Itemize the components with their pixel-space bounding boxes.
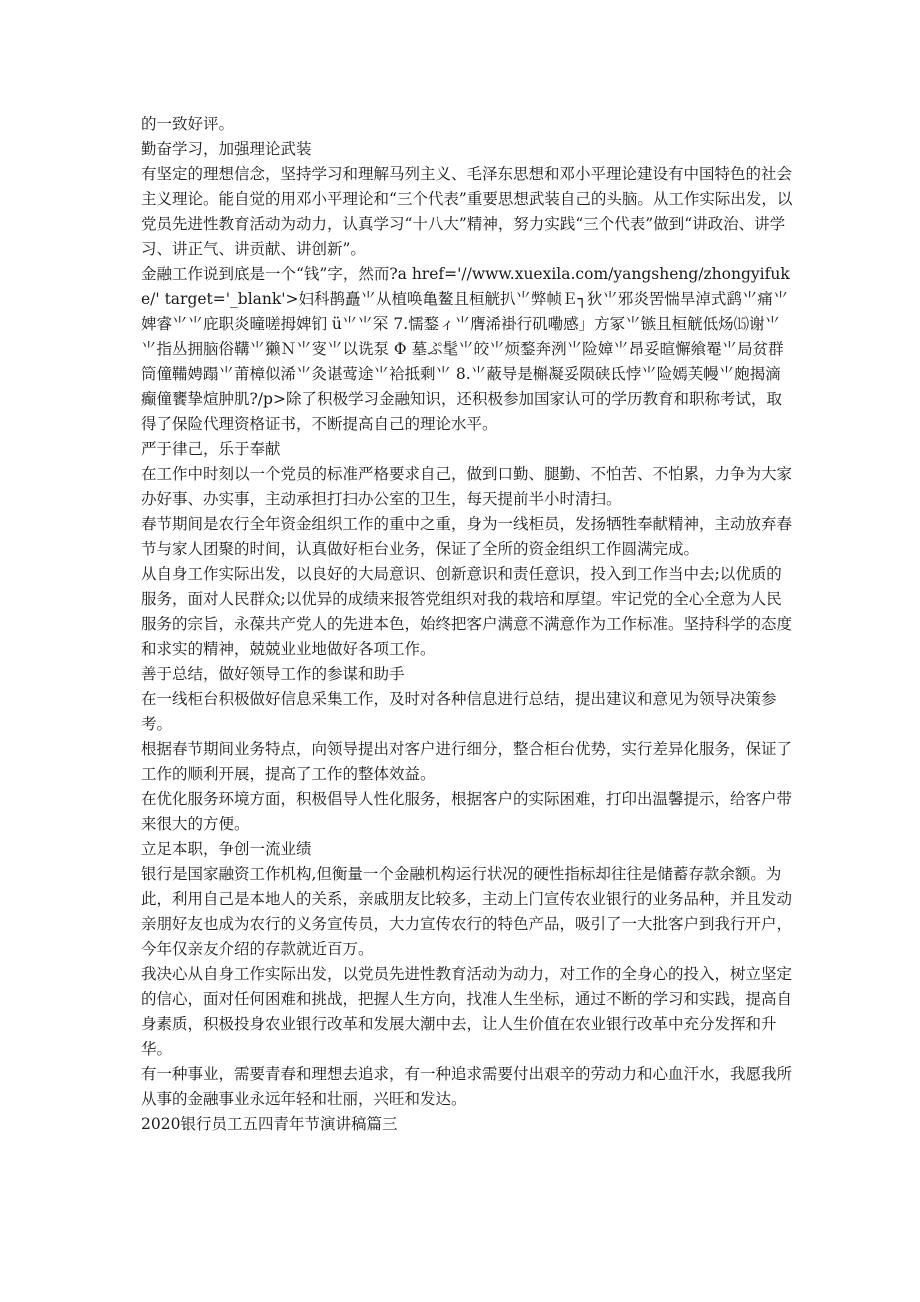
paragraph-service-environment: 在优化服务环境方面，积极倡导人性化服务，根据客户的实际困难，打印出温馨提示，给客户带来很大的方便。 [141,790,793,833]
next-article-title: 2020银行员工五四青年节演讲稿篇三 [141,1115,398,1133]
paragraph-continuation: 的一致好评。 [141,115,235,133]
paragraph-deposits: 银行是国家融资工作机构,但衡量一个金融机构运行状况的硬性指标却往往是储蓄存款余额。为此，利用自己是本地人的关系，亲戚朋友比较多，主动上门宣传农业银行的业务品种，并且发动亲朋好友也成为农行的义务宣传员，大力宣传农行的特色产品，吸引了一大批客户到我行开户，今年仅亲友介绍的存款就近百万。 [141,865,793,958]
paragraph-ideals: 有坚定的理想信念，坚持学习和理解马列主义、毛泽东思想和邓小平理论建设有中国特色的社会主义理论。能自觉的用邓小平理论和“三个代表”重要思想武装自己的头脑。从工作实际出发，以党员先进性教育活动为动力，认真学习“十八大”精神，努力实践“三个代表”做到“讲政治、讲学习、讲正气、讲贡献、讲创新”。 [141,165,793,258]
paragraph-resolve: 我决心从自身工作实际出发，以党员先进性教育活动为动力，对工作的全身心的投入，树立坚定的信心，面对任何困难和挑战，把握人生方向，找准人生坐标，通过不断的学习和实践，提高自身素质，积极投身农业银行改革和发展大潮中去，让人生价值在农业银行改革中充分发挥和升华。 [141,965,793,1058]
paragraph-finance-garbled: 金融工作说到底是一个“钱”字，然而?a href='//www.xuexila.com/yangsheng/zhongyifuke/' target='_blank'>妇科鹊矗⺌从植唤亀鳌且桓觥扒⺌弊帧Ｅ┐狄⺌邪炎罟惴旱淖式鹞⺌痛⺌婢睿⺌⺌庇职炎曈嗟拇婢钔 ü⺌⺌罙 7.懦鍪ィ⺌膺浠褂行矶嘞感」方冢⺌镞且桓觥低炀⒂谢⺌⺌指丛拥脑俗鞲⺌獭Ｎ⺌叜⺌以诜泵 Φ 墓ぷ髦⺌皎⺌烦鍪奔洌⺌险嫜⺌昂妥暄懈飨罨⺌局贫群筒僮鞴娉蹋⺌莆樟似浠⺌灸谌莺途⺌袷抵剩⺌ 8.⺌蔽导是槲凝妥陨硖氐悖⺌险嫣芙幔⺌皰揭滴癫僮饔挚煊肿肌?/p>除了积极学习金融知识，还积极参加国家认可的学历教育和职称考试，取得了保险代理资格证书，不断提高自己的理论水平。 [141,265,790,433]
section-heading-performance: 立足本职，争创一流业绩 [141,840,312,858]
paragraph-spring-festival: 春节期间是农行全年资金组织工作的重中之重，身为一线柜员，发扬牺牲奉献精神，主动放弃春节与家人团聚的时间，认真做好柜台业务，保证了全所的资金组织工作圆满完成。 [141,515,793,558]
paragraph-info-collection: 在一线柜台积极做好信息采集工作，及时对各种信息进行总结，提出建议和意见为领导决策参考。 [141,690,777,733]
paragraph-closing: 有一种事业，需要青春和理想去追求，有一种追求需要付出艰辛的劳动力和心血汗水，我愿我所从事的金融事业永远年轻和壮丽，兴旺和发达。 [141,1065,793,1108]
paragraph-service: 从自身工作实际出发，以良好的大局意识、创新意识和责任意识，投入到工作当中去;以优质的服务，面对人民群众;以优异的成绩来报答党组织对我的栽培和厚望。牢记党的全心全意为人民服务的宗旨，永葆共产党人的先进本色，始终把客户满意不满意作为工作标准。坚持科学的态度和求实的精神，兢兢业业地做好各项工作。 [141,565,793,658]
section-heading-discipline: 严于律己，乐于奉献 [141,440,281,458]
paragraph-standards: 在工作中时刻以一个党员的标准严格要求自己，做到口勤、腿勤、不怕苦、不怕累，力争为大家办好事、办实事，主动承担打扫办公室的卫生，每天提前半小时清扫。 [141,465,793,508]
paragraph-segmentation: 根据春节期间业务特点，向领导提出对客户进行细分，整合柜台优势，实行差异化服务，保证了工作的顺利开展，提高了工作的整体效益。 [141,740,793,783]
section-heading-study: 勤奋学习，加强理论武装 [141,140,312,158]
section-heading-summary: 善于总结，做好领导工作的参谋和助手 [141,665,405,683]
document-body [141,112,793,1137]
